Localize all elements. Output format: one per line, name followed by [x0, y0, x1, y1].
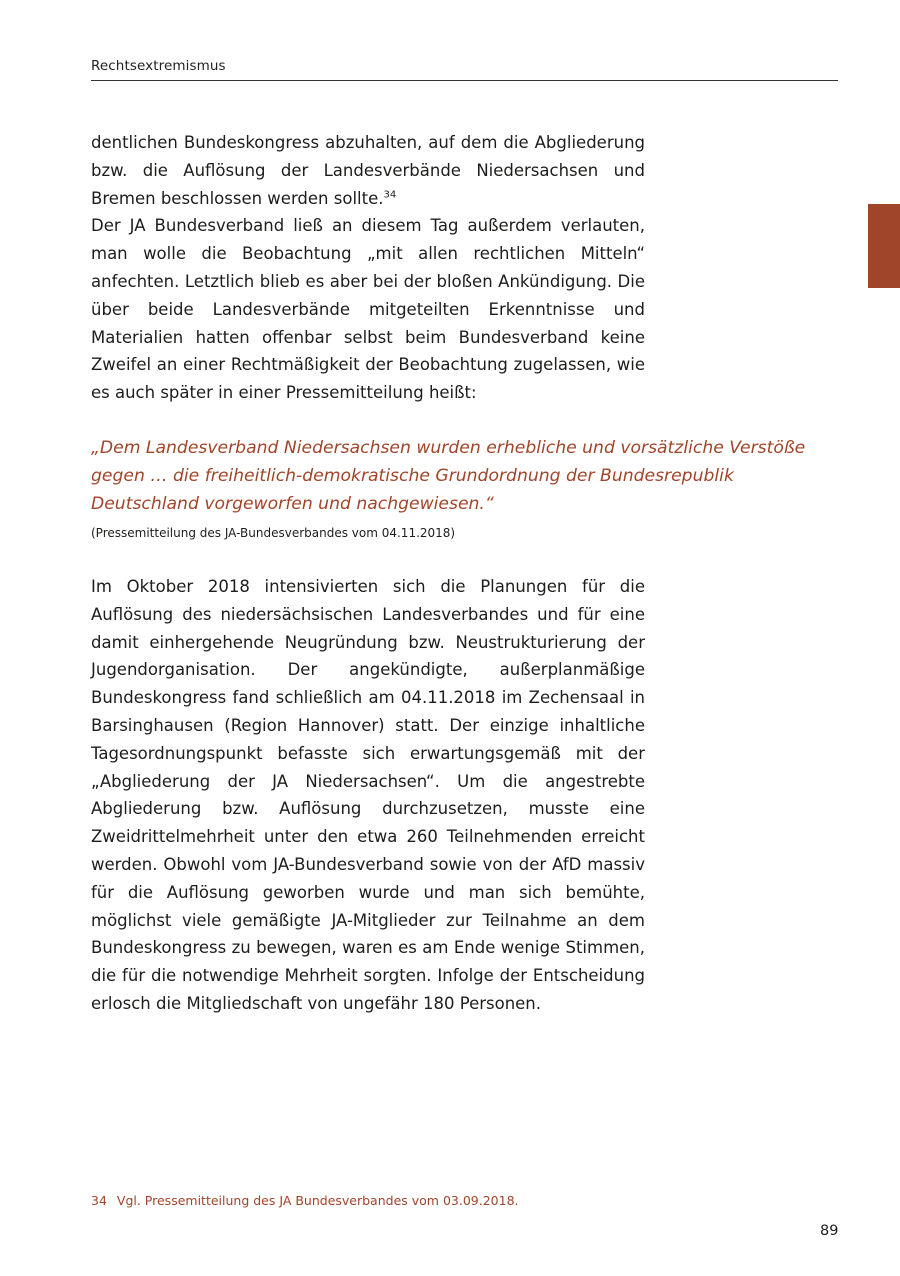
running-header: Rechtsextremismus: [91, 58, 226, 74]
paragraph-1: [91, 129, 645, 212]
body-text-bottom: [91, 573, 645, 1018]
block-quote: „Dem Landesverband Niedersachsen wurden erhebliche und vorsätzliche Verstöße gegen … die freiheitlich-demokratische Grundordnung der Bundesrepublik Deutschland vorgeworfen und nachgewiesen.“: [91, 438, 806, 514]
header-rule: [91, 80, 838, 81]
body-text-top: [91, 129, 645, 407]
paragraph-2: Der JA Bundesverband ließ an diesem Tag außerdem verlauten, man wolle die Beobachtung „mit allen rechtlichen Mitteln“ anfechten. Letztlich blieb es aber bei der bloßen Ankündigung. Die über beide Landesverbände mitgeteilten Erkenntnisse und Materialien hatten offenbar selbst beim Bundesverband keine Zweifel an einer Rechtmäßigkeit der Beobachtung zugelassen, wie es auch später in einer Pressemitteilung heißt:: [91, 216, 645, 403]
paragraph-3: Im Oktober 2018 intensivierten sich die Planungen für die Auflösung des niedersächsischen Landesverbandes und für eine damit einhergehende Neugründung bzw. Neustrukturierung der Jugendorganisation. Der angekündigte, außerplanmäßige Bundeskongress fand schließlich am 04.11.2018 im Zechensaal in Barsinghausen (Region Hannover) statt. Der einzige inhaltliche Tagesordnungspunkt befasste sich erwartungsgemäß mit der „Abgliederung der JA Niedersachsen“. Um die angestrebte Abgliederung bzw. Auflösung durchzusetzen, musste eine Zweidrittelmehrheit unter den etwa 260 Teilnehmenden erreicht werden. Obwohl vom JA-Bundesverband sowie von der AfD massiv für die Auflösung geworben wurde und man sich bemühte, möglichst viele gemäßigte JA-Mitglieder zur Teilnahme an dem Bundeskongress zu bewegen, waren es am Ende wenige Stimmen, die für die notwendige Mehrheit sorgten. Infolge der Entscheidung erlosch die Mitgliedschaft von ungefähr 180 Personen.: [91, 577, 645, 1013]
quote-source: (Pressemitteilung des JA-Bundesverbandes vom 04.11.2018): [91, 526, 456, 540]
footnote-text: Vgl. Pressemitteilung des JA Bundesverbandes vom 03.09.2018.: [116, 1193, 519, 1208]
footnote: [91, 1193, 519, 1208]
footnote-number: 34: [91, 1193, 107, 1208]
chapter-side-tab: [868, 204, 900, 288]
paragraph-1-text: dentlichen Bundeskongress abzuhalten, auf dem die Abgliederung bzw. die Auflösung der Landesverbände Niedersachsen und Bremen beschlossen werden sollte.: [91, 133, 645, 208]
page-number: 89: [820, 1223, 839, 1239]
footnote-reference: 34: [383, 189, 397, 201]
